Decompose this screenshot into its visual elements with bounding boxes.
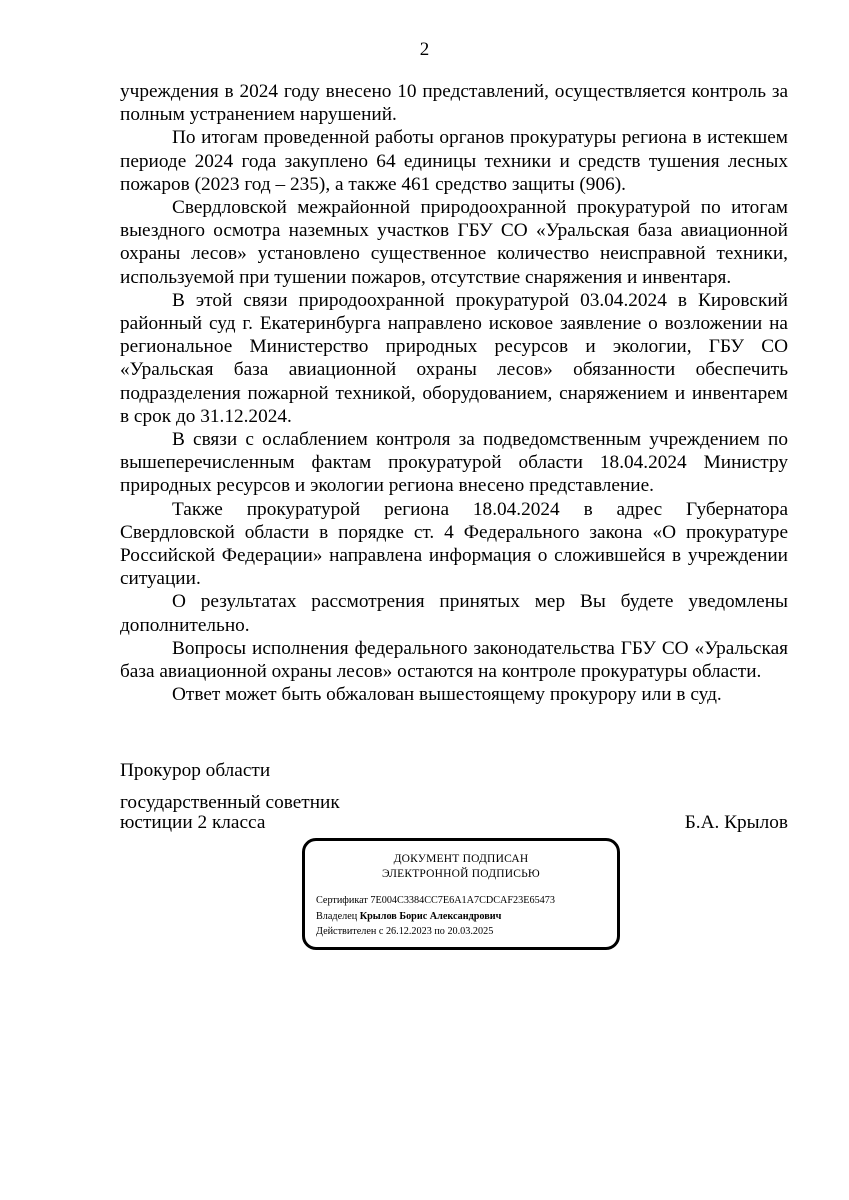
signer-rank-line1: государственный советник bbox=[120, 792, 340, 813]
stamp-header-line2: ЭЛЕКТРОННОЙ ПОДПИСЬЮ bbox=[382, 868, 540, 880]
stamp-valid-to: 20.03.2025 bbox=[447, 926, 494, 937]
stamp-header bbox=[305, 852, 617, 882]
stamp-valid-from-prefix: с bbox=[378, 926, 384, 937]
stamp-certificate-value: 7E004C3384CC7E6A1A7CDCAF23E65473 bbox=[370, 895, 555, 906]
letter-body bbox=[120, 80, 788, 706]
stamp-owner-value: Крылов Борис Александрович bbox=[359, 911, 502, 922]
electronic-signature-stamp bbox=[302, 838, 620, 950]
paragraph-notification: О результатах рассмотрения принятых мер Вы будете уведомлены дополнительно. bbox=[120, 591, 788, 636]
signer-rank bbox=[120, 793, 340, 833]
stamp-valid-to-prefix: по bbox=[434, 926, 445, 937]
stamp-header-line1: ДОКУМЕНТ ПОДПИСАН bbox=[393, 853, 529, 865]
paragraph-continuation: учреждения в 2024 году внесено 10 представлений, осуществляется контроль за полным устранением нарушений. bbox=[120, 81, 788, 126]
paragraph-inspection: Свердловской межрайонной природоохранной прокуратурой по итогам выездного осмотра наземных участков ГБУ СО «Уральская база авиационной охраны лесов» установлено существенное количество неисправной техники, используемой при тушении пожаров, отсутствие снаряжения и инвентаря. bbox=[120, 197, 788, 288]
signer-rank-line2: юстиции 2 класса bbox=[120, 812, 266, 833]
stamp-valid-from: 26.12.2023 bbox=[385, 926, 432, 937]
signer-name: Б.А. Крылов bbox=[684, 812, 788, 833]
paragraph-control: Вопросы исполнения федерального законодательства ГБУ СО «Уральская база авиационной охраны лесов» остаются на контроле прокуратуры области. bbox=[120, 637, 788, 683]
paragraph-governor-info: Также прокуратурой региона 18.04.2024 в адрес Губернатора Свердловской области в порядке ст. 4 Федерального закона «О прокуратуре Российской Федерации» направлена информация о сложившейся в учреждении ситуации. bbox=[120, 498, 788, 590]
stamp-certificate-label: Сертификат bbox=[316, 895, 368, 906]
paragraph-appeal: Ответ может быть обжалован вышестоящему прокурору или в суд. bbox=[172, 684, 722, 706]
paragraph-equipment-purchases: По итогам проведенной работы органов прокуратуры региона в истекшем периоде 2024 года закуплено 64 единицы техники и средств тушения лесных пожаров (2023 год – 235), а также 461 средство защиты (906). bbox=[120, 127, 788, 195]
stamp-owner-label: Владелец bbox=[316, 911, 358, 922]
stamp-validity bbox=[316, 925, 493, 938]
page-number: 2 bbox=[419, 39, 430, 60]
stamp-certificate bbox=[316, 894, 555, 907]
paragraph-lawsuit: В этой связи природоохранной прокуратурой 03.04.2024 в Кировский районный суд г. Екатеринбурга направлено исковое заявление о возложении на региональное Министерство природных ресурсов и экологии, ГБУ СО «Уральская база авиационной охраны лесов» обязанности обеспечить подразделения пожарной техникой, оборудованием, снаряжением и инвентарем в срок до 31.12.2024. bbox=[120, 289, 788, 427]
paragraph-ministry-submission: В связи с ослаблением контроля за подведомственным учреждением по вышеперечисленным фактам прокуратурой области 18.04.2024 Министру природных ресурсов и экологии региона внесено представление. bbox=[120, 429, 788, 497]
stamp-valid-label: Действителен bbox=[316, 926, 377, 937]
signer-position: Прокурор области bbox=[120, 760, 271, 781]
stamp-owner bbox=[316, 910, 501, 923]
